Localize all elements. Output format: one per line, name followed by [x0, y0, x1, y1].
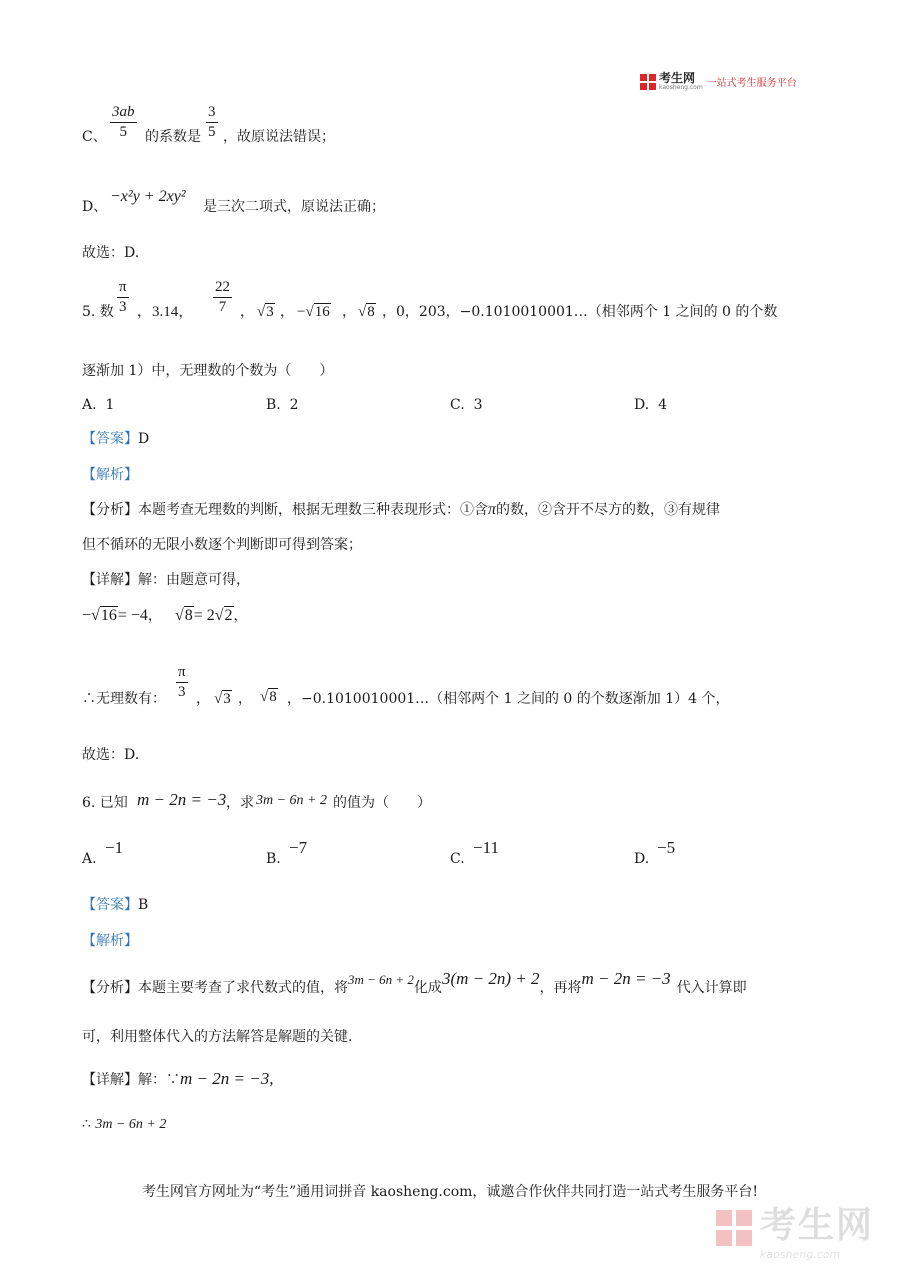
q6-option-a-label: A. [82, 851, 97, 867]
q5-option-b: B. 2 [266, 397, 299, 413]
q5-sqrt3: √3 [257, 304, 274, 320]
q6-stem-b: ，求 [226, 795, 254, 811]
q6-cond: m − 2n = −3 [137, 790, 227, 809]
watermark-name: 考生网 [760, 1205, 875, 1246]
q5-fenxi-line2: 但不循环的无限小数逐个判断即可得到答案； [82, 537, 362, 553]
q5-option-a: A. 1 [82, 397, 115, 413]
watermark [716, 1197, 874, 1261]
q5-sqrt8: √8 [358, 304, 375, 320]
q5-stem-rest: ，0，203，−0.1010010001…（相邻两个 1 之间的 0 的个数 [382, 304, 778, 320]
q6-answer: 【答案】B [82, 897, 149, 913]
q4-c-text1: 的系数是 [145, 129, 201, 145]
q5-detail-line1: 【详解】解：由题意可得， [82, 572, 250, 588]
q6-fenxi-line2: 可，利用整体代入的方法解答是解题的关键. [82, 1029, 353, 1045]
q4-c-value [206, 103, 218, 142]
q5-s8: 8 [367, 304, 375, 320]
q5-analysis-tag: 【解析】 [82, 467, 138, 483]
q5-n314: 3.14， [152, 304, 194, 320]
q6-stem-a: 6. 已知 [82, 795, 128, 811]
q6-detail-line1: 【详解】解：∵m − 2n = −3, [82, 1069, 274, 1088]
q4-option-d-label: D、 [82, 199, 108, 215]
q6-expr: 3m − 6n + 2 [256, 793, 328, 808]
q5-n7: 7 [218, 299, 227, 315]
q6-therefore-line: ∴ 3m − 6n + 2 [82, 1116, 167, 1132]
q5-stem-prefix: 5. 数 [82, 304, 114, 320]
q5-pi: π [117, 278, 129, 298]
q5-calc: −√16= −4， √8= 2√2， [82, 607, 248, 624]
q5-s3: 3 [266, 304, 274, 320]
q6-stem-c: 的值为（ ） [333, 795, 431, 811]
q6-option-d-label: D. [634, 851, 650, 867]
q4-c-frac-num: 3ab [110, 103, 137, 123]
logo-name: 考生网 [659, 71, 696, 85]
q5-irr-pi-over-3: $\frac{\pi}{3}$ [178, 664, 186, 700]
q4-option-c-label: C、 [82, 129, 107, 145]
q5-pi-over-3 [117, 278, 129, 317]
q4-d-expr: −x²y + 2xy² [110, 188, 186, 205]
q5-s16: 16 [314, 304, 330, 320]
q5-irr-sqrt3: √3 [214, 691, 231, 707]
q4-conclusion: 故选：D. [82, 245, 140, 261]
q6-option-b-label: B. [266, 851, 281, 867]
q5-conclusion: 故选：D. [82, 747, 140, 763]
q6-fenxi-line1: 【分析】本题主要考查了求代数式的值，将3m − 6n + 2化成3(m − 2n) + 2，再将m − 2n = −3 代入计算即 [82, 969, 747, 996]
q5-neg: − [297, 304, 306, 320]
q6-option-c-label: C. [450, 851, 465, 867]
q5-stem-line2: 逐渐加 1）中，无理数的个数为（ ） [82, 363, 334, 379]
page-footer: 考生网官方网址为“考生”通用词拼音 kaosheng.com，诚邀合作伙伴共同打造一站式考生服务平台! [141, 1184, 759, 1200]
q4-d-text: 是三次二项式，原说法正确； [203, 199, 385, 215]
watermark-url: kaosheng.com [760, 1248, 841, 1261]
q5-option-c: C. 3 [450, 397, 483, 413]
q4-c-fraction [110, 103, 137, 142]
q5-fenxi-line1: 【分析】本题考查无理数的判断，根据无理数三种表现形式：①含π的数，②含开不尽方的数，③有规律 [82, 501, 721, 518]
q4-c-val-den: 5 [208, 124, 216, 140]
q5-answer: 【答案】D [82, 431, 150, 447]
q5-22-over-7 [213, 278, 232, 317]
q4-c-val-num: 3 [206, 103, 218, 123]
watermark-logo-icon [716, 1210, 754, 1248]
q4-c-text2: ，故原说法错误； [223, 129, 335, 145]
logo-url: kaosheng.com [659, 84, 703, 91]
logo-slogan: 一站式考生服务平台 [706, 78, 797, 89]
q4-c-frac-den: 5 [119, 124, 127, 140]
q6-option-d-value: −5 [657, 838, 676, 857]
q6-analysis-tag: 【解析】 [82, 933, 138, 949]
header-logo [640, 72, 797, 91]
q5-n22: 22 [213, 278, 232, 298]
q5-therefore: ∴无理数有： [82, 691, 166, 707]
q5-three: 3 [119, 299, 127, 315]
q6-option-c-value: −11 [473, 838, 499, 857]
q5-neg-sqrt16: −√16 [297, 304, 330, 320]
q5-irr-sqrt8: √8 [260, 689, 277, 705]
q6-option-b-value: −7 [289, 838, 308, 857]
kaosheng-logo-icon [640, 74, 656, 90]
q5-option-d: D. 4 [634, 397, 668, 413]
q6-option-a-value: −1 [105, 838, 124, 857]
q5-irr-tail: ，−0.1010010001…（相邻两个 1 之间的 0 的个数逐渐加 1）4 个， [287, 691, 730, 707]
